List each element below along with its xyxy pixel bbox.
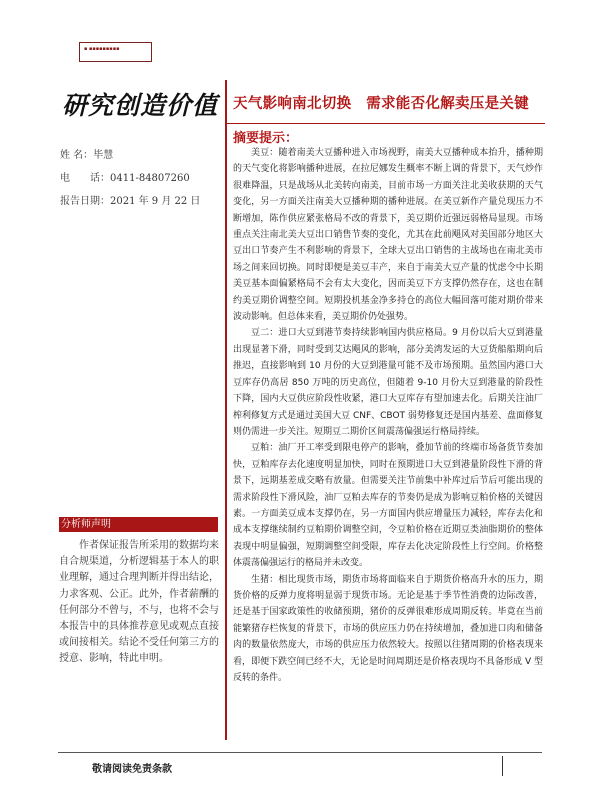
brand-slogan: 研究创造价值 xyxy=(62,91,219,120)
analyst-phone: 电 话：0411-84807260 xyxy=(60,173,190,184)
report-title: 天气影响南北切换 需求能否化解卖压是关键 xyxy=(233,96,529,112)
title-underline xyxy=(225,123,545,124)
footer-disclaimer-link[interactable]: 敬请阅读免责条款 xyxy=(92,764,172,775)
footer-divider xyxy=(58,752,542,753)
summary-paragraph-us-soybean: 美豆：随着南美大豆播种进入市场视野，南美大豆播种成本抬升，播种期的天气变化将影响播种进展，在拉尼娜发生概率不断上调的背景下，天气炒作很难降温，只是战场从北美转向南美，目前市场一方面关注北美收获期的天气变化，另一方面关注南美大豆播种期的播种进展。在美豆新作产量兑现压力不断增加，陈作供应紧张格局不改的背景下，美豆期价近强远弱格局显现。市场重点关注南北美大豆出口销售节奏的变化，尤其在此前飓风对美国部分地区大豆出口节奏产生不利影响的背景下，全球大豆出口销售的主战场也在南北美市场之间来回切换。同时即便是美豆丰产，来自于南美大豆产量的忧虑令中长期美豆基本面偏紧格局不会有太大变化，因而美豆下方支撑仍然存在，这也在制约美豆期价调整空间。短期投机基金净多持仓的高位大幅回落可能对期价带来波动影响。但总体来看，美豆期价仍处强势。 xyxy=(233,148,543,323)
summary-paragraph-soymeal: 豆粕：油厂开工率受到限电停产的影响，叠加节前的终端市场备货节奏加快，豆粕库存去化速度明显加快，同时在预期进口大豆到港量阶段性下滑的背景下，远期基差成交略有放量。但需要关注节前集中补库过后节后可能出现的需求阶段性下滑风险，油厂豆粕去库存的节奏仍是成为影响豆粕价格的关键因素。一方面美豆成本支撑仍在，另一方面国内供应增量压力减轻，库存去化和成本支撑继续制约豆粕期价调整空间，令豆粕价格在近期豆类油脂期价的整体表现中明显偏强，短期调整空间受限，库存去化决定阶段性上行空间。价格整体震荡偏强运行的格局并未改变。 xyxy=(233,443,543,569)
summary-paragraph-soybean-two: 豆二：进口大豆到港节奏持续影响国内供应格局。9 月份以后大豆到港量出现显著下滑，同时受到艾达飓风的影响，部分美湾发运的大豆货船船期向后推迟，直接影响到 10 月份的大豆到港量可能不及市场预期。虽然国内港口大豆库存仍高居 850 万吨的历史高位，但随着 9-10 月份大豆到港量的阶段性下降，国内大豆供应阶段性收紧，港口大豆库存有望加速去化。后期关注油厂榨利修复方式是通过美国大豆 CNF、CBOT 弱势修复还是国内基差、盘面修复则仍需进一步关注。短期豆二期价区间震荡偏强运行格局持续。 xyxy=(233,328,543,437)
disclaimer-body xyxy=(59,538,219,668)
vertical-divider xyxy=(225,80,227,740)
footer-page-marker xyxy=(502,756,503,776)
disclaimer-text: 作者保证报告所采用的数据均来自合规渠道，分析逻辑基于本人的职业理解，通过合理判断并得出结论，力求客观、公正。此外，作者薪酬的任何部分不曾与，不与，也将不会与本报告中的具体推荐意见或观点直接或间接相关。结论不受任何第三方的授意、影响，特此申明。 xyxy=(59,540,219,665)
summary-paragraph-hogs: 生猪：相比现货市场，期货市场将面临来自于期货价格高升水的压力，期货价格的反弹力度将明显弱于现货市场。无论是基于季节性消费的边际改善，还是基于国家政策性的收储预期，猪价的反弹很难形成周期反转。毕竟在当前能繁猪存栏恢复的背景下，市场的供应压力仍在持续增加，叠加进口肉和储备肉的数量依然庞大，市场的供应压力依然较大。按照以往猪周期的价格表现来看，即便下跌空间已经不大，无论是时间周期还是价格表现均不具备形成 V 型反转的条件。 xyxy=(233,574,543,683)
summary-body xyxy=(233,145,543,686)
logo-mark: ▪ ▪▪▪▪▪▪▪▪▪ xyxy=(84,46,120,52)
company-logo xyxy=(79,42,152,62)
disclaimer-heading: 分析师声明 xyxy=(59,517,218,532)
report-date: 报告日期：2021 年 9 月 22 日 xyxy=(60,196,201,207)
analyst-name: 姓 名：毕慧 xyxy=(60,150,114,161)
summary-heading: 摘要提示： xyxy=(233,131,299,146)
